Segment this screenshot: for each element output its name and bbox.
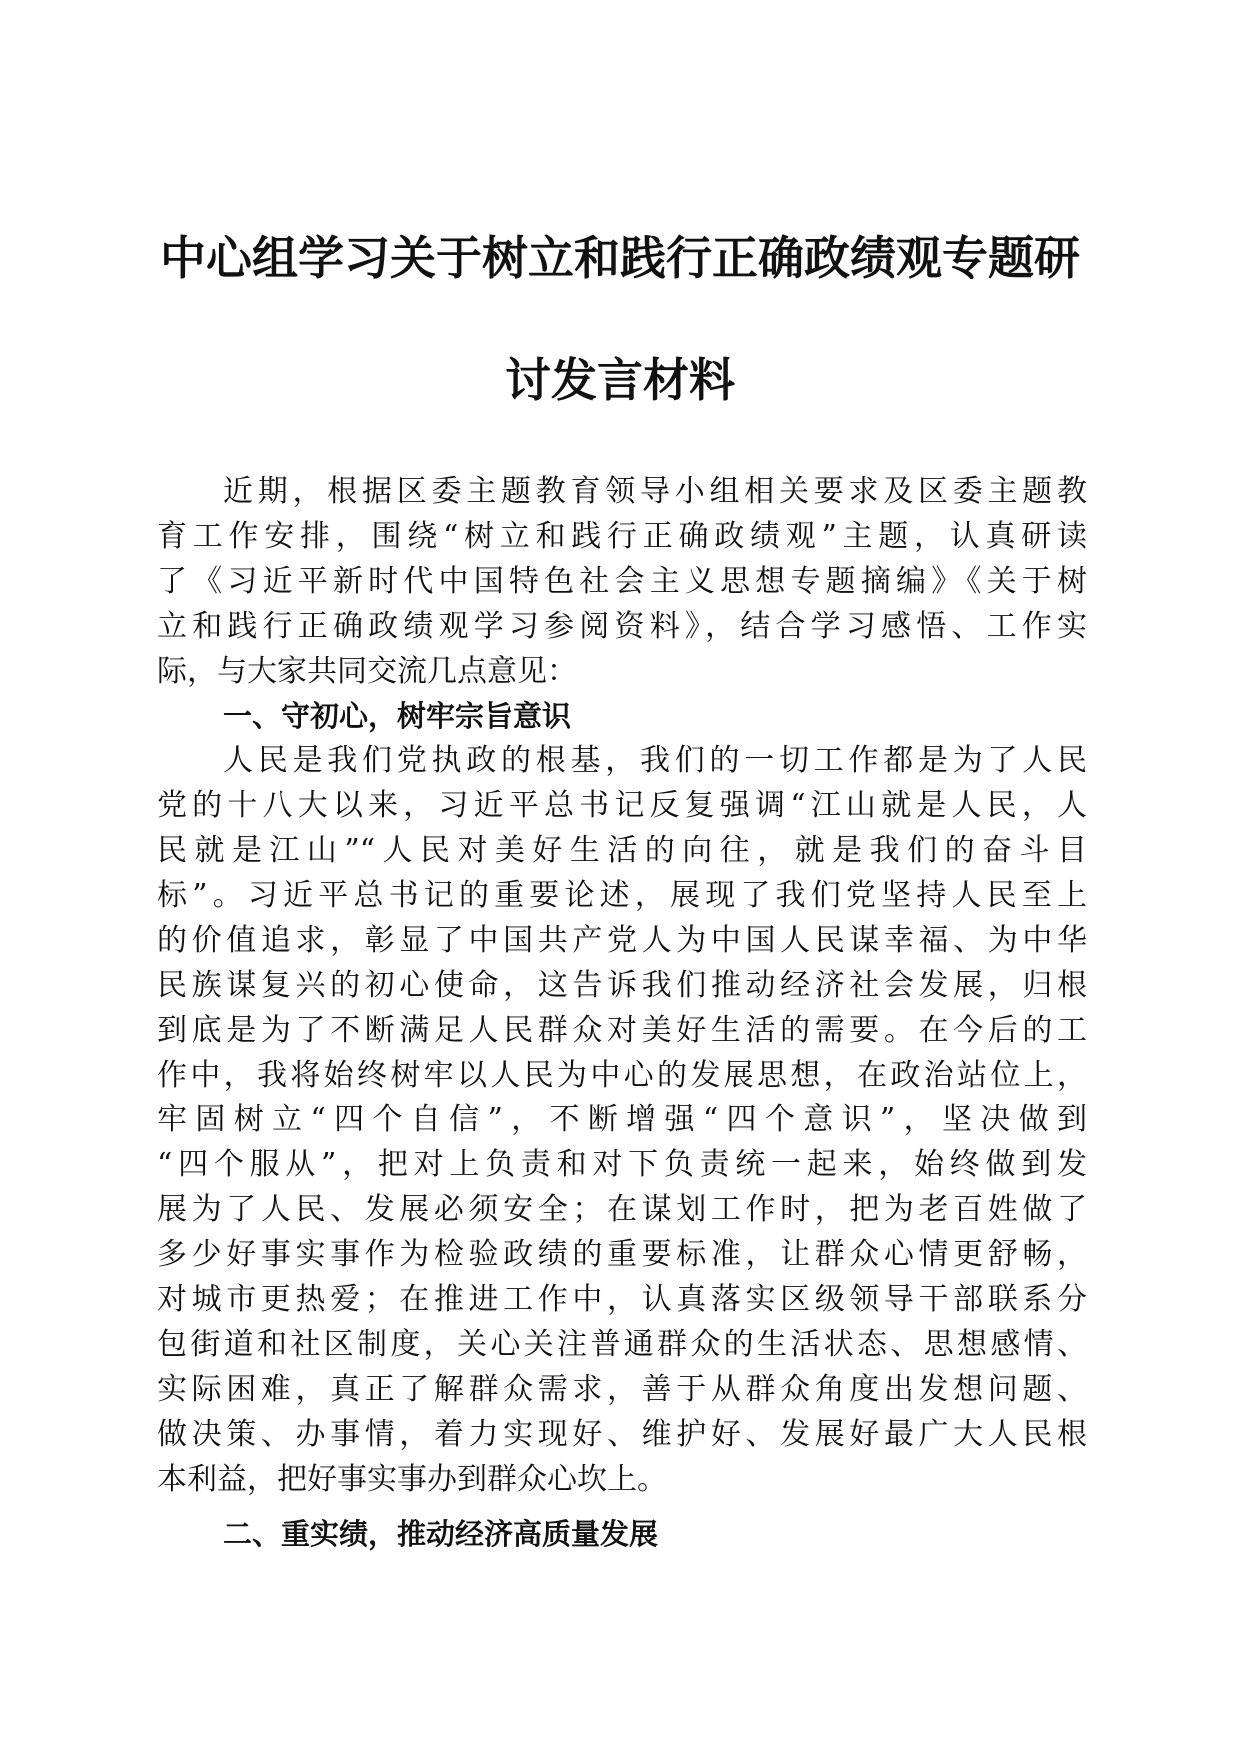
document-title-line-1: 中心组学习关于树立和践行正确政绩观专题研 xyxy=(160,231,1080,285)
paragraph-line: 到底是为了不断满足人民群众对美好生活的需要。在今后的工 xyxy=(157,1012,1087,1048)
section-1-paragraph xyxy=(157,739,1087,1502)
paragraph-line: 民族谋复兴的初心使命，这告诉我们推动经济社会发展，归根 xyxy=(157,967,1087,1003)
paragraph-line: 作中，我将始终树牢以人民为中心的发展思想，在政治站位上， xyxy=(157,1057,1087,1093)
paragraph-line: 的价值追求，彰显了中国共产党人为中国人民谋幸福、为中华 xyxy=(157,922,1087,958)
paragraph-line: 了《习近平新时代中国特色社会主义思想专题摘编》《关于树 xyxy=(157,563,1087,599)
paragraph-line: 民就是江山”“人民对美好生活的向往，就是我们的奋斗目 xyxy=(157,833,1087,869)
paragraph-line: 本利益，把好事实事办到群众心坎上。 xyxy=(157,1461,667,1497)
paragraph-line: “四个服从”，把对上负责和对下负责统一起来，始终做到发 xyxy=(157,1147,1087,1183)
paragraph-line: 对城市更热爱；在推进工作中，认真落实区级领导干部联系分 xyxy=(157,1282,1087,1318)
intro-paragraph xyxy=(157,470,1087,694)
section-1-heading: 一、守初心，树牢宗旨意识 xyxy=(223,699,572,734)
paragraph-line: 近期，根据区委主题教育领导小组相关要求及区委主题教 xyxy=(223,474,1087,509)
document-title-line-2: 讨发言材料 xyxy=(505,353,735,407)
paragraph-line: 标”。习近平总书记的重要论述，展现了我们党坚持人民至上 xyxy=(157,878,1087,914)
paragraph-line: 立和践行正确政绩观学习参阅资料》，结合学习感悟、工作实 xyxy=(157,608,1087,644)
section-2-heading: 二、重实绩，推动经济高质量发展 xyxy=(223,1517,659,1552)
paragraph-line: 多少好事实事作为检验政绩的重要标准，让群众心情更舒畅， xyxy=(157,1237,1087,1273)
paragraph-line: 党的十八大以来，习近平总书记反复强调“江山就是人民，人 xyxy=(157,788,1087,824)
paragraph-line: 际，与大家共同交流几点意见： xyxy=(157,653,577,689)
paragraph-line: 人民是我们党执政的根基，我们的一切工作都是为了人民 xyxy=(223,743,1087,779)
paragraph-line: 展为了人民、发展必须安全；在谋划工作时，把为老百姓做了 xyxy=(157,1192,1087,1228)
document-body xyxy=(157,470,1087,1557)
paragraph-line: 牢固树立“四个自信”，不断增强“四个意识”，坚决做到 xyxy=(157,1102,1087,1138)
paragraph-line: 包街道和社区制度，关心关注普通群众的生活状态、思想感情、 xyxy=(157,1326,1087,1362)
paragraph-line: 做决策、办事情，着力实现好、维护好、发展好最广大人民根 xyxy=(157,1416,1087,1452)
paragraph-line: 育工作安排，围绕“树立和践行正确政绩观”主题，认真研读 xyxy=(157,518,1087,554)
paragraph-line: 实际困难，真正了解群众需求，善于从群众角度出发想问题、 xyxy=(157,1371,1087,1407)
